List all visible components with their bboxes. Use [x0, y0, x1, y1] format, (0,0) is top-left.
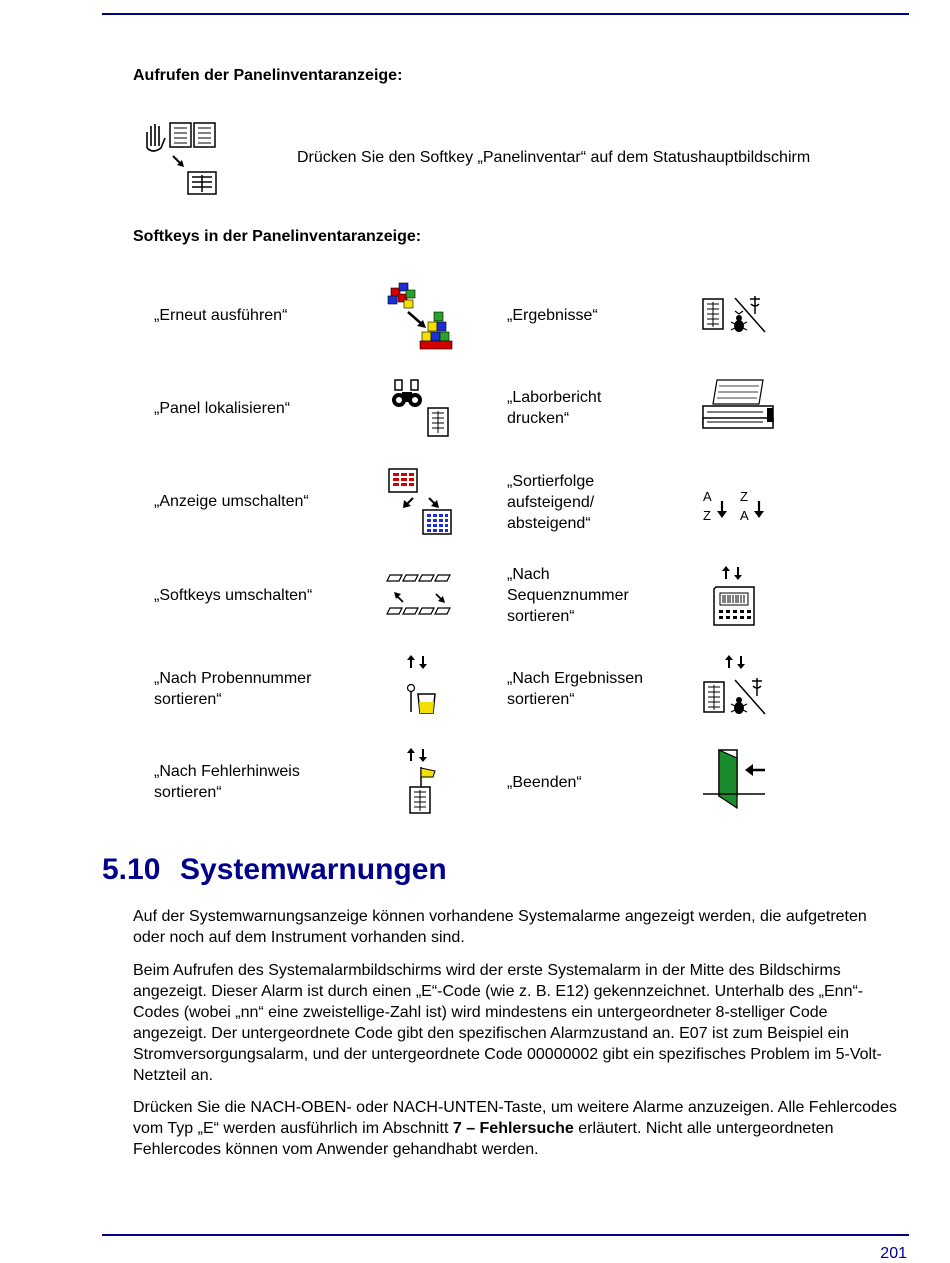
toggle-display-icon[interactable] [387, 466, 455, 536]
az-letter-z-top: Z [740, 489, 748, 504]
softkey-label-sort-error: „Nach Fehlerhinweis sortieren“ [154, 763, 300, 801]
softkey-label-toggle-display: „Anzeige umschalten“ [154, 493, 309, 510]
paragraph-3-text: Drücken Sie die NACH-OBEN- oder NACH-UNTEN-Taste, um weitere Alarme anzuzeigen. Alle Fehlercodes vom Typ „E“ werden ausführlich im Abschnitt [133, 1099, 897, 1137]
softkey-label-sort-order: „Sortierfolge aufsteigend/ absteigend“ [507, 473, 595, 532]
paragraph-1: Auf der Systemwarnungsanzeige können vorhandene Systemalarme angezeigt werden, die aufgetreten oder noch auf dem Instrument vorhanden sind. [133, 908, 867, 946]
sort-order-az-icon[interactable] [702, 489, 772, 527]
printer-icon[interactable] [701, 378, 775, 432]
softkey-label-sort-sequence: „Nach Sequenznummer sortieren“ [507, 566, 629, 625]
panel-inventory-icon [143, 120, 223, 198]
page-number: 201 [880, 1245, 907, 1262]
sort-error-flag-icon[interactable] [405, 747, 441, 815]
section-heading [102, 853, 447, 887]
az-letter-a-bottom: A [740, 508, 749, 523]
softkey-label-sort-sample: „Nach Probennummer sortieren“ [154, 670, 312, 708]
locate-panel-icon[interactable] [391, 378, 453, 440]
softkey-label-rerun: „Erneut ausführen“ [154, 307, 288, 324]
sort-results-icon[interactable] [701, 654, 769, 718]
sort-sequence-icon[interactable] [712, 563, 758, 627]
call-heading: Aufrufen der Panelinventaranzeige: [133, 67, 403, 84]
softkey-label-sort-results: „Nach Ergebnissen sortieren“ [507, 670, 644, 708]
bottom-rule [102, 1234, 909, 1236]
softkeys-heading: Softkeys in der Panelinventaranzeige: [133, 228, 422, 245]
paragraph-2: Beim Aufrufen des Systemalarmbildschirms wird der erste Systemalarm in der Mitte des Bildschirms angezeigt. Dieser Alarm ist durch einen „E“-Code (wie z. B. E12) gekennzeichnet. Unterhalb des „Enn“-Codes (wobei „nn“ eine zweistellige-Zahl ist) wird mindestens ein untergeordneter 8-stelliger Code angezeigt. Der untergeordnete Code gibt den spezifischen Alarmzustand an. E07 ist zum Beispiel ein Stromversorgungsalarm, und der untergeordnete Code 00000002 gibt ein spezifisches Problem im 5-Volt-Netzteil an. [133, 962, 882, 1084]
toggle-softkeys-icon[interactable] [386, 572, 454, 618]
softkey-label-locate-panel: „Panel lokalisieren“ [154, 400, 291, 417]
exit-door-icon[interactable] [701, 746, 767, 810]
section-title: Systemwarnungen [180, 853, 447, 886]
paragraph-3-end: erläutert. Nicht alle untergeordneten Fehlercodes können vom Anwender gehandhabt werden. [133, 1120, 834, 1158]
top-rule [102, 13, 909, 15]
paragraph-3 [133, 1097, 903, 1160]
az-down-arrows-icon [702, 489, 772, 527]
softkey-label-exit: „Beenden“ [507, 774, 582, 791]
softkey-label-print-report: „Laborbericht drucken“ [507, 389, 602, 427]
softkey-label-results: „Ergebnisse“ [507, 307, 598, 324]
section-number: 5.10 [102, 853, 161, 886]
az-letter-z-bottom: Z [703, 508, 711, 523]
rerun-icon[interactable] [386, 282, 458, 350]
az-letter-a-top: A [703, 489, 712, 504]
call-instruction: Drücken Sie den Softkey „Panelinventar“ auf dem Statushauptbildschirm [297, 149, 811, 166]
results-icon[interactable] [701, 294, 769, 336]
troubleshooting-reference: 7 – Fehlersuche [452, 1120, 574, 1137]
sort-sample-number-icon[interactable] [405, 654, 441, 716]
softkey-label-toggle-softkeys: „Softkeys umschalten“ [154, 587, 313, 604]
